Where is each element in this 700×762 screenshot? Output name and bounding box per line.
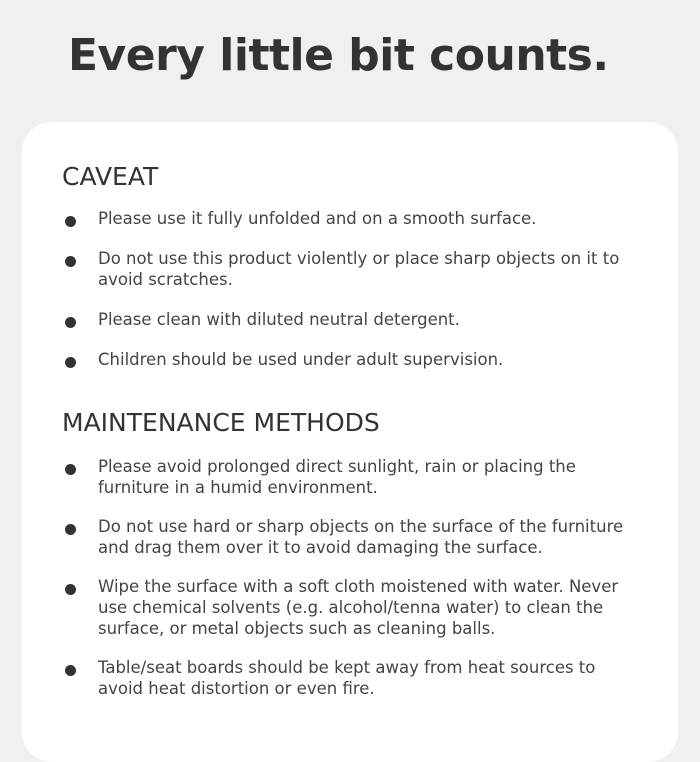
list-item-text: Wipe the surface with a soft cloth moistened with water. Never use chemical solvents (e.g. alcohol/tenna water) to clean the surface, or metal objects such as cleaning balls. — [98, 577, 619, 638]
info-card — [22, 122, 678, 762]
caveat-section-title: CAVEAT — [62, 162, 159, 191]
list-item — [62, 576, 632, 639]
list-item — [62, 349, 632, 370]
list-item — [62, 456, 632, 498]
list-item-text: Please avoid prolonged direct sunlight, rain or placing the furniture in a humid environment. — [98, 457, 576, 497]
list-item-text: Table/seat boards should be kept away from heat sources to avoid heat distortion or even fire. — [98, 658, 596, 698]
bullet-icon — [65, 216, 76, 227]
list-item — [62, 516, 632, 558]
maintenance-section-title: MAINTENANCE METHODS — [62, 408, 380, 437]
page-headline: Every little bit counts. — [68, 30, 609, 81]
bullet-icon — [65, 256, 76, 267]
bullet-icon — [65, 464, 76, 475]
list-item-text: Do not use this product violently or place sharp objects on it to avoid scratches. — [98, 249, 620, 289]
caveat-list — [62, 208, 632, 389]
list-item-text: Children should be used under adult supervision. — [98, 350, 504, 369]
list-item — [62, 309, 632, 330]
bullet-icon — [65, 317, 76, 328]
list-item — [62, 208, 632, 229]
list-item-text: Do not use hard or sharp objects on the surface of the furniture and drag them over it to avoid damaging the surface. — [98, 517, 624, 557]
bullet-icon — [65, 524, 76, 535]
maintenance-list — [62, 456, 632, 717]
list-item-text: Please use it fully unfolded and on a smooth surface. — [98, 209, 537, 228]
bullet-icon — [65, 665, 76, 676]
list-item — [62, 657, 632, 699]
list-item-text: Please clean with diluted neutral detergent. — [98, 310, 460, 329]
list-item — [62, 248, 632, 290]
bullet-icon — [65, 357, 76, 368]
bullet-icon — [65, 584, 76, 595]
